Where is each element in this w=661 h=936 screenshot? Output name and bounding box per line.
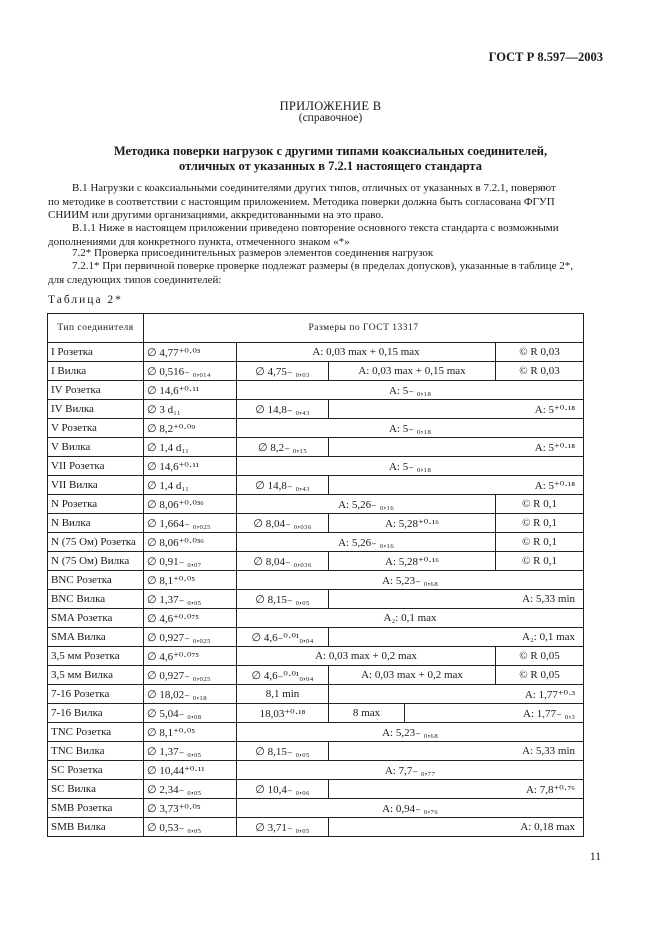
table-row (48, 723, 584, 742)
outer-diameter-cell: 8,1 min (237, 685, 329, 704)
outer-diameter-cell: ∅ 4,6₋⁰·⁰¹₀,₀₄ (237, 628, 329, 647)
connector-type-cell: TNC Розетка (48, 723, 144, 742)
outer-diameter-cell: ∅ 4,6₋⁰·⁰¹₀,₀₄ (237, 666, 329, 685)
connector-type-cell: SMB Розетка (48, 799, 144, 818)
document-id: ГОСТ Р 8.597—2003 (488, 50, 603, 64)
diameter-cell: ∅ 8,2⁺⁰·⁰⁹ (144, 419, 237, 438)
dimension-a-cell: A: 5⁺⁰·¹⁸ (329, 476, 584, 495)
diameter-cell: ∅ 0,516₋ ₀,₀₁₄ (144, 362, 237, 381)
connector-type-cell: 3,5 мм Розетка (48, 647, 144, 666)
outer-diameter-cell: ∅ 4,75₋ ₀,₀₃ (237, 362, 329, 381)
dimension-a-cell: A: 1,77₋ ₀,₃ (405, 704, 584, 723)
paragraph-b11 (48, 222, 583, 249)
dimension-a-cell: A: 7,7₋ ₀,₇₇ (237, 761, 584, 780)
table-row (48, 590, 584, 609)
table-row (48, 628, 584, 647)
table-row (48, 514, 584, 533)
method-title-line1: Методика поверки нагрузок с другими типами коаксиальных соединителей, (113, 144, 548, 158)
table-row (48, 400, 584, 419)
diameter-cell: ∅ 0,53₋ ₀,₀₅ (144, 818, 237, 837)
paragraph-b1 (48, 182, 583, 223)
dimension-a-cell: A: 5₋ ₀,₁₈ (237, 457, 584, 476)
connector-type-cell: N (75 Ом) Вилка (48, 552, 144, 571)
connector-type-cell: N Розетка (48, 495, 144, 514)
radius-cell: © R 0,05 (496, 666, 584, 685)
radius-cell: © R 0,1 (496, 514, 584, 533)
dimension-a-cell: A: 5,28⁺⁰·¹⁶ (329, 552, 496, 571)
diameter-cell: ∅ 2,34₋ ₀,₀₅ (144, 780, 237, 799)
dimension-a-cell: A: 5⁺⁰·¹⁸ (329, 400, 584, 419)
table-caption: Таблица 2* (48, 294, 123, 306)
connector-type-cell: IV Вилка (48, 400, 144, 419)
diameter-cell: ∅ 1,664₋ ₀,₀₂₅ (144, 514, 237, 533)
outer-diameter-cell: ∅ 8,15₋ ₀,₀₅ (237, 590, 329, 609)
connector-type-cell: 7-16 Розетка (48, 685, 144, 704)
radius-cell: © R 0,1 (496, 533, 584, 552)
paragraph-line: СНИИМ или другими организациями, аккредитованными на это право. (48, 209, 384, 221)
diameter-cell: ∅ 0,91₋ ₀,₀₇ (144, 552, 237, 571)
paragraph-line: дополнениями для конкретного пункта, отмеченного знаком «*» (48, 235, 350, 248)
diameter-cell: ∅ 1,4 d₁₁ (144, 476, 237, 495)
outer-diameter-cell: ∅ 8,04₋ ₀,₀₃₆ (237, 552, 329, 571)
radius-cell: © R 0,03 (496, 343, 584, 362)
diameter-cell: ∅ 8,1⁺⁰·⁰⁵ (144, 723, 237, 742)
table-row (48, 742, 584, 761)
header-dimensions: Размеры по ГОСТ 13317 (144, 314, 584, 343)
paragraph-line: 7.2.1* При первичной поверке проверке подлежат размеры (в пределах допусков), указанные в таблице 2*, (72, 260, 573, 272)
connector-table (47, 313, 584, 837)
table-header-row (48, 314, 584, 343)
radius-cell: © R 0,1 (496, 552, 584, 571)
outer-diameter-cell: ∅ 8,04₋ ₀,₀₃₆ (237, 514, 329, 533)
diameter-cell: ∅ 8,1⁺⁰·⁰⁵ (144, 571, 237, 590)
connector-type-cell: BNC Розетка (48, 571, 144, 590)
diameter-cell: ∅ 8,06⁺⁰·⁰³⁶ (144, 495, 237, 514)
table-row (48, 609, 584, 628)
table-row (48, 780, 584, 799)
diameter-cell: ∅ 18,02₋ ₀,₁₈ (144, 685, 237, 704)
dimension-a-cell: A: 0,03 max + 0,15 max (237, 343, 496, 362)
diameter-cell: ∅ 14,6⁺⁰·¹¹ (144, 457, 237, 476)
connector-type-cell: IV Розетка (48, 381, 144, 400)
connector-type-cell: I Розетка (48, 343, 144, 362)
diameter-cell: ∅ 4,77⁺⁰·⁰³ (144, 343, 237, 362)
connector-type-cell: V Вилка (48, 438, 144, 457)
header-connector-type: Тип соединителя (48, 314, 144, 343)
diameter-cell: ∅ 4,6⁺⁰·⁰⁷⁵ (144, 647, 237, 666)
outer-diameter-cell: ∅ 8,2₋ ₀,₁₅ (237, 438, 329, 457)
table-row (48, 666, 584, 685)
outer-diameter-cell: ∅ 14,8₋ ₀,₄₃ (237, 476, 329, 495)
connector-type-cell: N (75 Ом) Розетка (48, 533, 144, 552)
dimension-a-cell: A: 0,18 max (329, 818, 584, 837)
outer-diameter-cell: ∅ 3,71₋ ₀,₀₅ (237, 818, 329, 837)
paragraph-line: В.1.1 Ниже в настоящем приложении приведено повторение основного текста стандарта с возможными (72, 222, 559, 234)
diameter-cell: ∅ 14,6⁺⁰·¹¹ (144, 381, 237, 400)
outer-diameter-cell: ∅ 10,4₋ ₀,₀₆ (237, 780, 329, 799)
outer-diameter-cell: 18,03⁺⁰·¹⁸ (237, 704, 329, 723)
connector-type-cell: SC Розетка (48, 761, 144, 780)
dimension-a-cell: A: 5₋ ₀,₁₈ (237, 381, 584, 400)
radius-cell: © R 0,1 (496, 495, 584, 514)
connector-type-cell: VII Вилка (48, 476, 144, 495)
table-row (48, 761, 584, 780)
table-row (48, 533, 584, 552)
connector-type-cell: VII Розетка (48, 457, 144, 476)
table-row (48, 495, 584, 514)
dimension-a-cell: A: 5₋ ₀,₁₈ (237, 419, 584, 438)
method-title-line2: отличных от указанных в 7.2.1 настоящего стандарта (179, 159, 482, 173)
connector-type-cell: 7-16 Вилка (48, 704, 144, 723)
method-title (0, 144, 661, 174)
appendix-subtitle: (справочное) (298, 112, 363, 124)
page-number: 11 (589, 851, 601, 863)
dimension-a-cell: A: 5,26₋ ₀,₁₆ (237, 495, 496, 514)
dimension-a-cell: A: 0,03 max + 0,2 max (329, 666, 496, 685)
dimension-a-cell: A: 5⁺⁰·¹⁸ (329, 438, 584, 457)
paragraph-line: по методике в соответствии с настоящим приложением. Методика поверки должна быть согласована ФГУП (48, 195, 555, 208)
table-row (48, 419, 584, 438)
connector-type-cell: 3,5 мм Вилка (48, 666, 144, 685)
dimension-a-cell: A: 5,33 min (329, 742, 584, 761)
paragraph-721 (48, 260, 583, 287)
diameter-cell: ∅ 3,73⁺⁰·⁰⁵ (144, 799, 237, 818)
diameter-cell: ∅ 4,6⁺⁰·⁰⁷⁵ (144, 609, 237, 628)
connector-type-cell: V Розетка (48, 419, 144, 438)
dimension-a-cell: A: 5,28⁺⁰·¹⁶ (329, 514, 496, 533)
table-row (48, 343, 584, 362)
diameter-cell: ∅ 0,927₋ ₀,₀₂₅ (144, 666, 237, 685)
table-row (48, 476, 584, 495)
diameter-cell: ∅ 5,04₋ ₀,₀₈ (144, 704, 237, 723)
table-row (48, 685, 584, 704)
diameter-cell: ∅ 1,37₋ ₀,₀₅ (144, 742, 237, 761)
dimension-a-cell: A₂: 0,1 max (329, 628, 584, 647)
diameter-cell: ∅ 3 d₁₁ (144, 400, 237, 419)
connector-type-cell: N Вилка (48, 514, 144, 533)
table-row (48, 381, 584, 400)
table-row (48, 818, 584, 837)
paragraph-72: 7.2* Проверка присоединительных размеров элементов соединения нагрузок (72, 247, 434, 259)
paragraph-line: В.1 Нагрузки с коаксиальными соединителями других типов, отличных от указанных в 7.2.1, поверяют (72, 182, 556, 194)
connector-type-cell: SMA Розетка (48, 609, 144, 628)
connector-type-cell: BNC Вилка (48, 590, 144, 609)
table-row (48, 362, 584, 381)
dimension-a-cell: A: 5,23₋ ₀,₆₈ (237, 571, 584, 590)
connector-type-cell: I Вилка (48, 362, 144, 381)
dimension-a-cell: A: 0,03 max + 0,15 max (329, 362, 496, 381)
diameter-cell: ∅ 8,06⁺⁰·⁰³⁶ (144, 533, 237, 552)
dimension-a-cell: A₂: 0,1 max (237, 609, 584, 628)
depth-cell: 8 max (329, 704, 405, 723)
outer-diameter-cell: ∅ 14,8₋ ₀,₄₃ (237, 400, 329, 419)
radius-cell: © R 0,03 (496, 362, 584, 381)
table-row (48, 704, 584, 723)
dimension-a-cell: A: 5,33 min (329, 590, 584, 609)
connector-type-cell: SMB Вилка (48, 818, 144, 837)
table-row (48, 438, 584, 457)
appendix-title: ПРИЛОЖЕНИЕ В (279, 99, 382, 113)
diameter-cell: ∅ 1,4 d₁₁ (144, 438, 237, 457)
dimension-a-cell: A: 1,77⁺⁰·³ (329, 685, 584, 704)
diameter-cell: ∅ 1,37₋ ₀,₀₅ (144, 590, 237, 609)
dimension-a-cell: A: 5,23₋ ₀,₆₈ (237, 723, 584, 742)
table-row (48, 457, 584, 476)
dimension-a-cell: A: 0,03 max + 0,2 max (237, 647, 496, 666)
table-row (48, 552, 584, 571)
connector-type-cell: SMA Вилка (48, 628, 144, 647)
connector-type-cell: TNC Вилка (48, 742, 144, 761)
table-row (48, 571, 584, 590)
dimension-a-cell: A: 5,26₋ ₀,₁₆ (237, 533, 496, 552)
diameter-cell: ∅ 0,927₋ ₀,₀₂₅ (144, 628, 237, 647)
connector-type-cell: SC Вилка (48, 780, 144, 799)
paragraph-line: для следующих типов соединителей: (48, 273, 222, 286)
radius-cell: © R 0,05 (496, 647, 584, 666)
table-row (48, 799, 584, 818)
diameter-cell: ∅ 10,44⁺⁰·¹¹ (144, 761, 237, 780)
dimension-a-cell: A: 7,8⁺⁰·⁷⁶ (329, 780, 584, 799)
table-row (48, 647, 584, 666)
dimension-a-cell: A: 0,94₋ ₀,₇₆ (237, 799, 584, 818)
outer-diameter-cell: ∅ 8,15₋ ₀,₀₅ (237, 742, 329, 761)
